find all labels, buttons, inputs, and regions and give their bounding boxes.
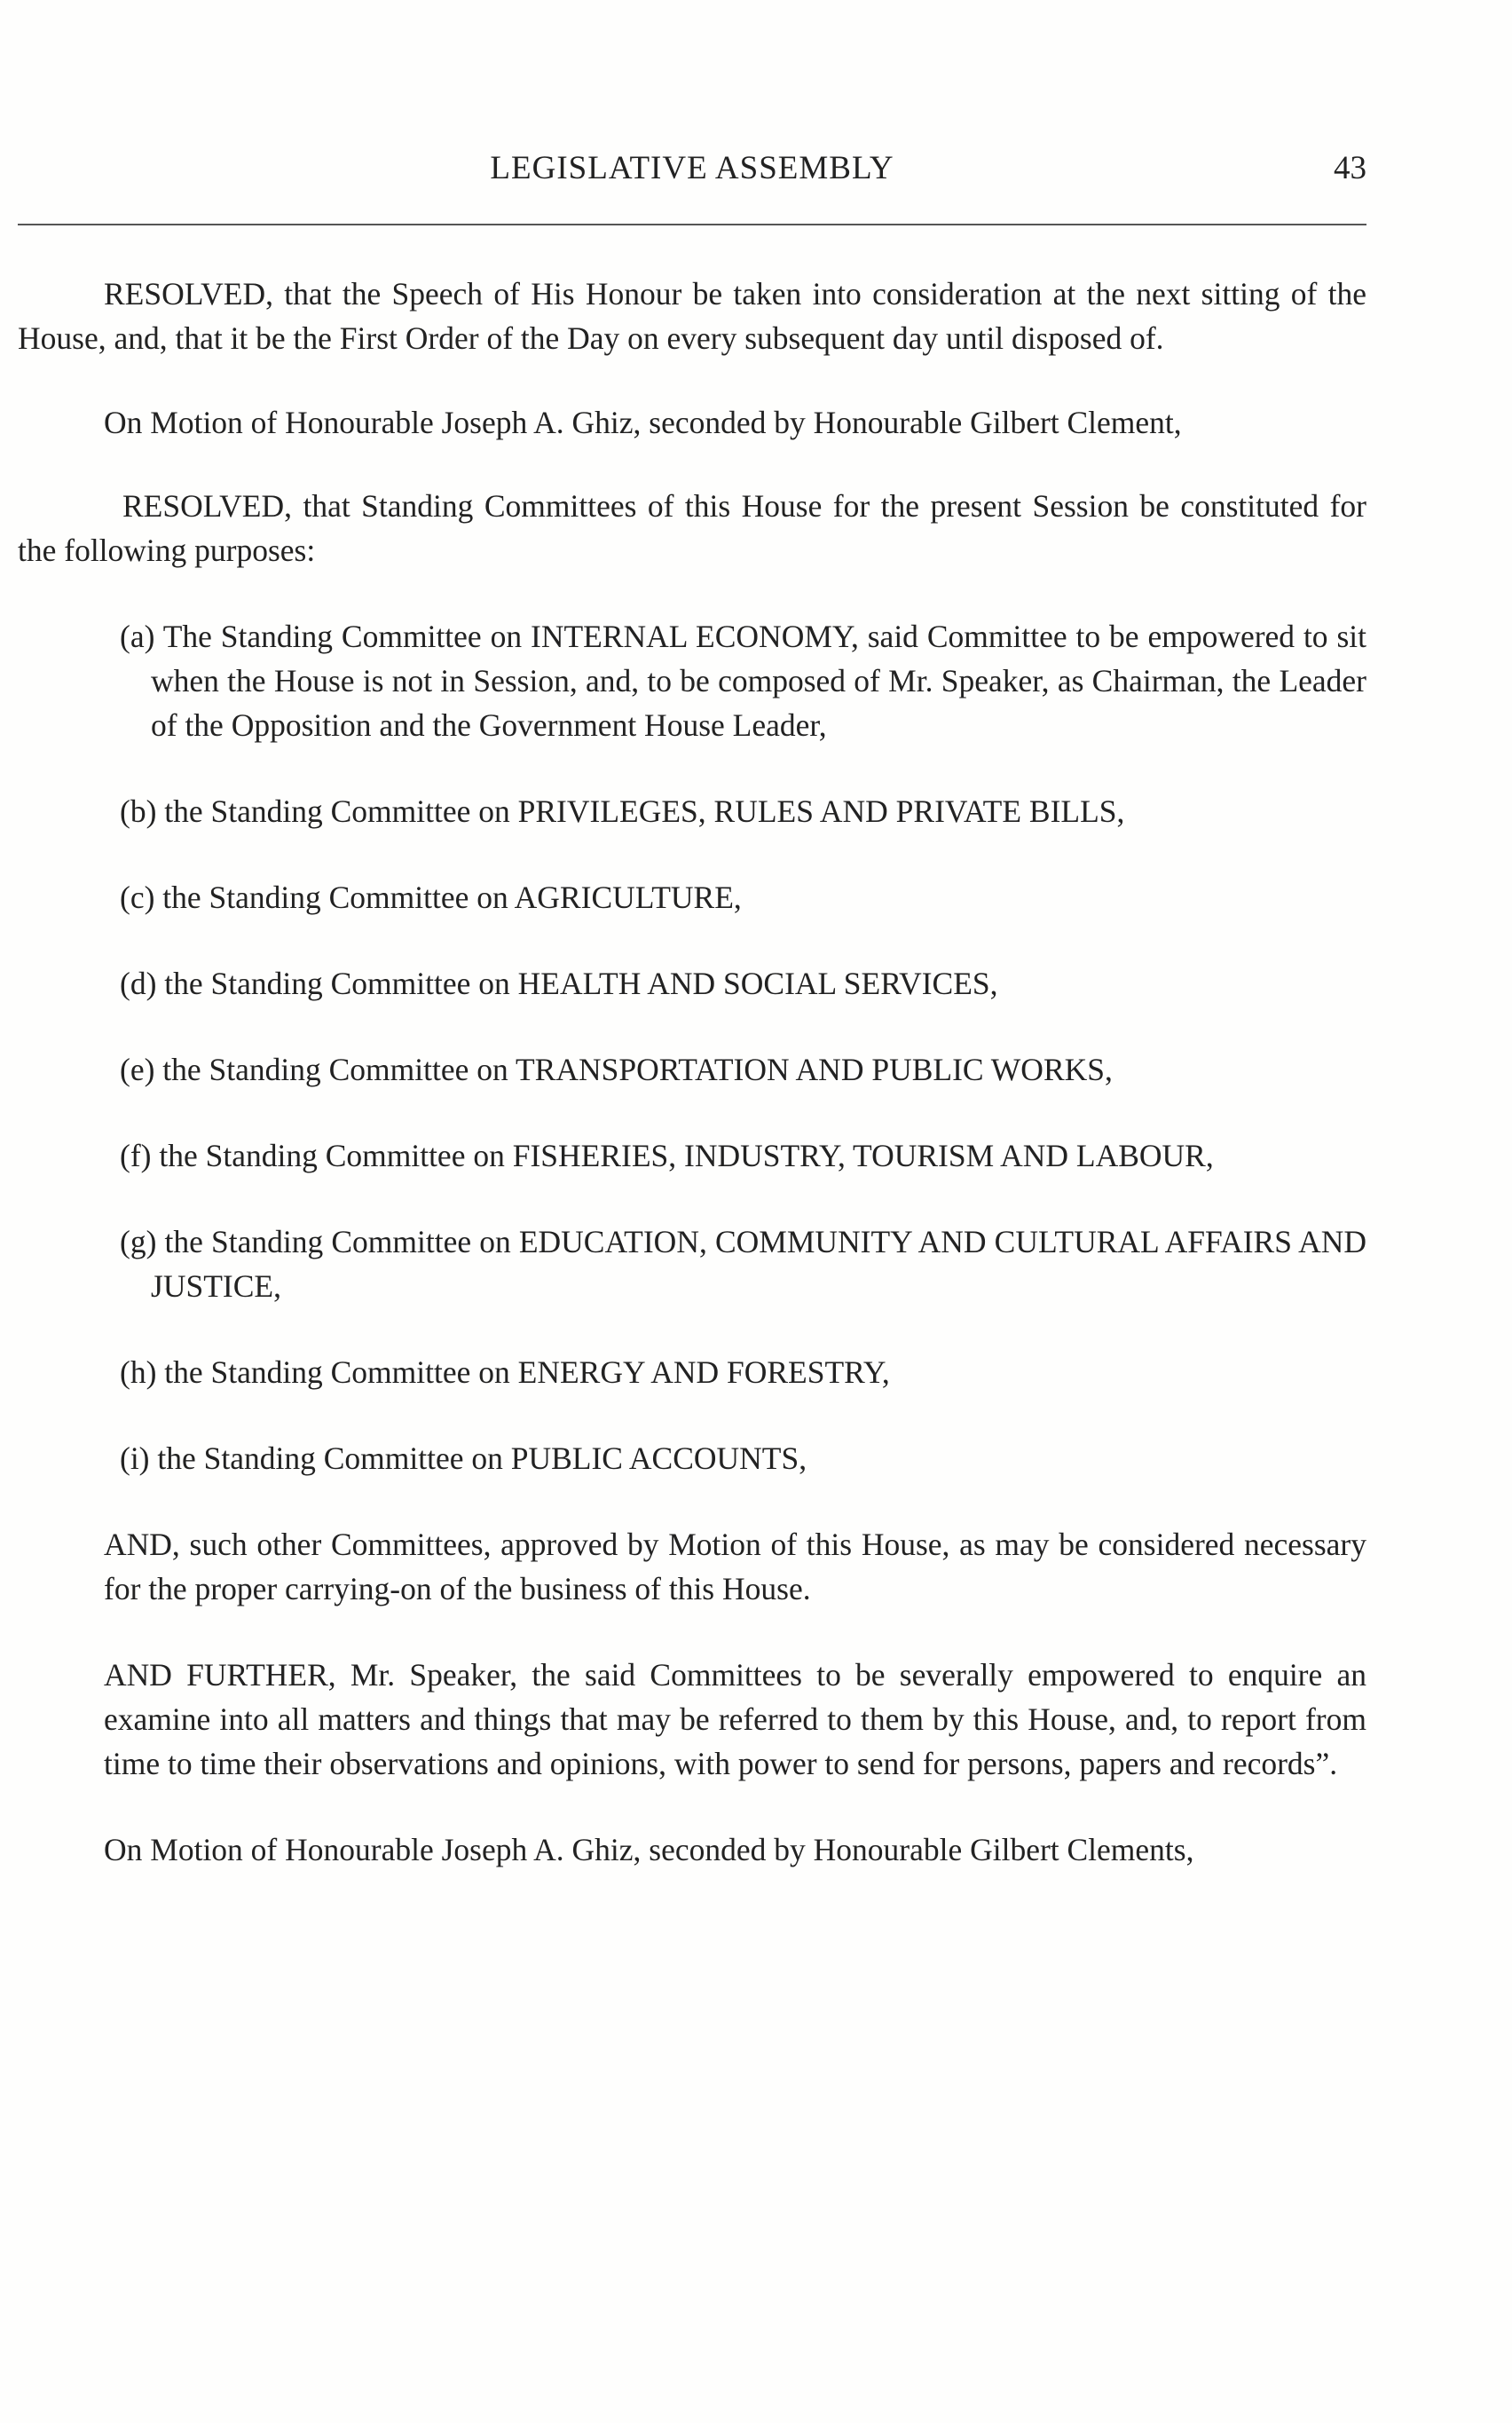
second-motion-paragraph: On Motion of Honourable Joseph A. Ghiz, seconded by Honourable Gilbert Clements,: [104, 1832, 1194, 1867]
item-text: the Standing Committee on FISHERIES, INDUSTRY, TOURISM AND LABOUR,: [159, 1138, 1214, 1173]
item-label: (d): [120, 966, 157, 1001]
committee-item: [18, 1047, 1366, 1092]
item-label: (c): [120, 880, 155, 915]
item-label: (g): [120, 1224, 157, 1259]
running-header-title: LEGISLATIVE ASSEMBLY: [490, 150, 894, 186]
item-text: the Standing Committee on ENERGY AND FORESTRY,: [164, 1354, 890, 1390]
item-text: The Standing Committee on INTERNAL ECONOMY, said Committee to be empowered to sit when the House is not in Session, and, to be composed of Mr. Speaker, as Chairman, the Leader of the Opposition and the Government House Leader,: [151, 619, 1367, 743]
item-label: (a): [120, 619, 155, 654]
page-number: 43: [1334, 150, 1366, 186]
committee-item: [18, 1350, 1366, 1394]
item-text: the Standing Committee on PRIVILEGES, RULES AND PRIVATE BILLS,: [164, 793, 1125, 829]
resolved-speech-paragraph: RESOLVED, that the Speech of His Honour be taken into consideration at the next sitting of the House, and, that it be the First Order of the Day on every subsequent day until disposed of.: [18, 276, 1366, 356]
resolved-committees-paragraph: RESOLVED, that Standing Committees of this House for the present Session be constituted for the following purposes:: [18, 488, 1366, 568]
committee-item: [18, 1219, 1366, 1308]
other-committees-paragraph: AND, such other Committees, approved by Motion of this House, as may be considered necessary for the proper carrying-on of the business of this House.: [104, 1527, 1366, 1606]
page-header: [18, 149, 1366, 199]
item-label: (i): [120, 1440, 150, 1476]
committee-item: [18, 789, 1366, 833]
committee-item: [18, 614, 1366, 747]
committee-item: [18, 1133, 1366, 1178]
item-label: (f): [120, 1138, 152, 1173]
item-label: (e): [120, 1052, 155, 1087]
item-label: (h): [120, 1354, 157, 1390]
further-powers-paragraph: AND FURTHER, Mr. Speaker, the said Committees to be severally empowered to enquire an examine into all matters and things that may be referred to them by this House, and, to report from time to time their observations and opinions, with power to send for persons, papers and records”.: [104, 1657, 1366, 1781]
item-text: the Standing Committee on TRANSPORTATION AND PUBLIC WORKS,: [162, 1052, 1113, 1087]
committee-item: [18, 875, 1366, 919]
item-label: (b): [120, 793, 157, 829]
motion-paragraph: On Motion of Honourable Joseph A. Ghiz, seconded by Honourable Gilbert Clement,: [104, 405, 1182, 440]
item-text: the Standing Committee on HEALTH AND SOCIAL SERVICES,: [164, 966, 998, 1001]
item-text: the Standing Committee on PUBLIC ACCOUNTS,: [157, 1440, 807, 1476]
committee-item: [18, 961, 1366, 1006]
item-text: the Standing Committee on EDUCATION, COMMUNITY AND CULTURAL AFFAIRS AND JUSTICE,: [151, 1224, 1367, 1304]
committee-item: [18, 1436, 1366, 1480]
item-text: the Standing Committee on AGRICULTURE,: [162, 880, 742, 915]
document-body: [18, 272, 1366, 1872]
header-rule: [18, 224, 1366, 225]
